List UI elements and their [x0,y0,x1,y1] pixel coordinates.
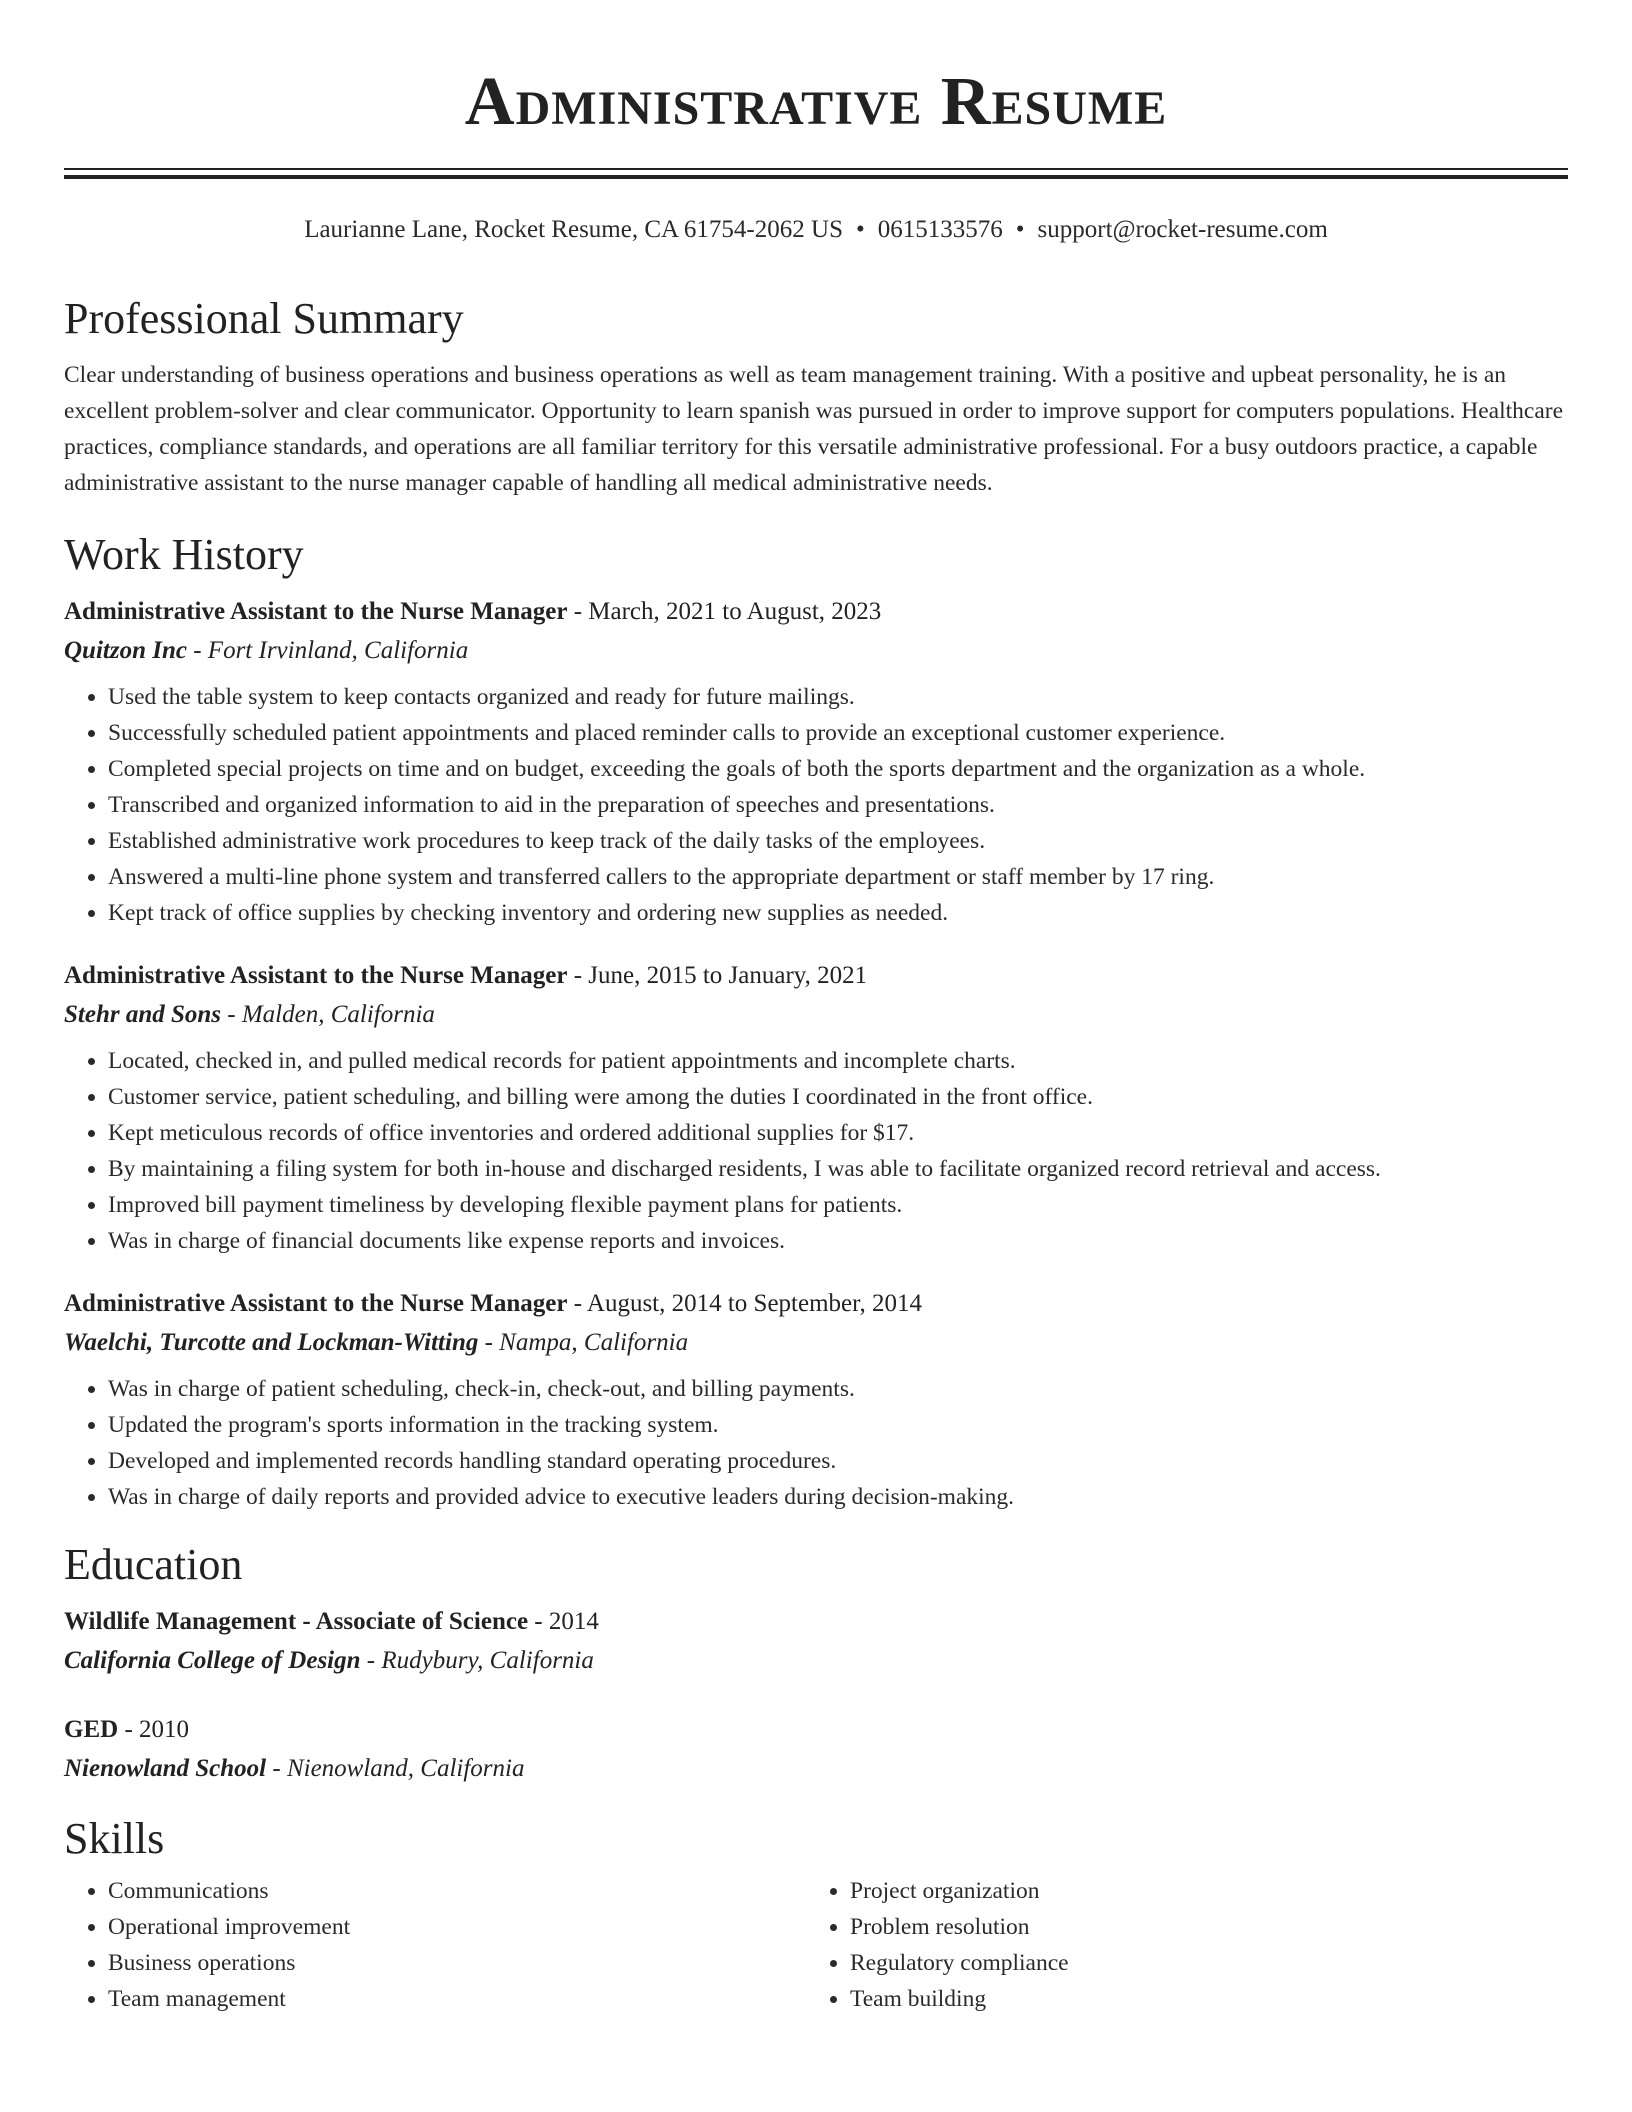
degree: GED [64,1716,119,1743]
job-entry [64,957,1568,1259]
work-history-section [64,527,1568,1515]
list-item: • Improved bill payment timeliness by developing flexible payment plans for patients. [108,1187,1568,1223]
skills-list [806,1873,1548,2017]
job-entry [64,593,1568,931]
degree-line [64,1711,1568,1749]
list-item: • Successfully scheduled patient appointments and placed reminder calls to provide an exceptional customer experience. [108,715,1568,751]
section-heading-work: Work History [64,530,304,579]
job-title-line [64,957,1568,995]
list-item: • By maintaining a filing system for both in-house and discharged residents, I was able to facilitate organized record retrieval and access. [108,1151,1568,1187]
list-item: • Updated the program's sports information in the tracking system. [108,1407,1568,1443]
job-title-line [64,593,1568,631]
skills-section [64,1811,1568,2017]
school-location: - Nienowland, California [266,1755,525,1782]
list-item: • Was in charge of financial documents like expense reports and invoices. [108,1223,1568,1259]
graduation-year: - 2010 [118,1716,190,1743]
skill-item: • Regulatory compliance [850,1945,1548,1981]
contact-email: support@rocket-resume.com [1037,216,1328,243]
job-entry [64,1285,1568,1515]
education-entry [64,1603,1568,1681]
job-location: - Fort Irvinland, California [186,637,469,664]
job-role: Administrative Assistant to the Nurse Manager [64,962,568,989]
contact-separator: • [1015,216,1025,243]
job-company: Quitzon Inc [64,637,187,664]
education-section [64,1537,1568,1789]
job-role: Administrative Assistant to the Nurse Manager [64,598,568,625]
contact-address: Laurianne Lane, Rocket Resume, CA 61754-2062 US [304,216,843,243]
skill-item: • Project organization [850,1873,1548,1909]
school-line [64,1749,1568,1789]
skills-column-left [64,1873,806,2017]
summary-section [64,291,1568,501]
job-duties-list [64,1043,1568,1259]
skills-list [64,1873,806,2017]
list-item: • Answered a multi-line phone system and transferred callers to the appropriate department or staff member by 17 ring. [108,859,1568,895]
list-item: • Kept track of office supplies by checking inventory and ordering new supplies as needed. [108,895,1568,931]
job-location: - Nampa, California [478,1329,689,1356]
school-name: California College of Design [64,1647,361,1674]
section-heading-education: Education [64,1540,243,1589]
skill-item: • Team management [108,1981,806,2017]
job-duties-list [64,679,1568,931]
skill-item: • Team building [850,1981,1548,2017]
job-company: Stehr and Sons [64,1001,222,1028]
list-item: • Completed special projects on time and on budget, exceeding the goals of both the sports department and the organization as a whole. [108,751,1568,787]
job-dates: - June, 2015 to January, 2021 [567,962,868,989]
skill-item: • Communications [108,1873,806,1909]
contact-separator: • [855,216,865,243]
list-item: • Was in charge of daily reports and provided advice to executive leaders during decision-making. [108,1479,1568,1515]
contact-line [64,213,1568,247]
job-company-line [64,631,1568,671]
skills-grid [64,1873,1568,2017]
section-heading-skills: Skills [64,1814,165,1863]
school-location: - Rudybury, California [360,1647,594,1674]
list-item: • Customer service, patient scheduling, and billing were among the duties I coordinated in the front office. [108,1079,1568,1115]
job-duties-list [64,1371,1568,1515]
list-item: • Kept meticulous records of office inventories and ordered additional supplies for $17. [108,1115,1568,1151]
title-divider [64,168,1568,179]
school-line [64,1641,1568,1681]
school-name: Nienowland School [64,1755,267,1782]
section-heading-summary: Professional Summary [64,294,464,343]
education-entry [64,1711,1568,1789]
job-role: Administrative Assistant to the Nurse Manager [64,1290,568,1317]
skills-column-right [806,1873,1548,2017]
skill-item: • Business operations [108,1945,806,1981]
skill-item: • Operational improvement [108,1909,806,1945]
list-item: • Established administrative work procedures to keep track of the daily tasks of the employees. [108,823,1568,859]
job-company-line [64,995,1568,1035]
job-dates: - March, 2021 to August, 2023 [567,598,882,625]
list-item: • Developed and implemented records handling standard operating procedures. [108,1443,1568,1479]
skill-item: • Problem resolution [850,1909,1548,1945]
job-title-line [64,1285,1568,1323]
summary-text: Clear understanding of business operations and business operations as well as team management training. With a positive and upbeat personality, he is an excellent problem-solver and clear communicator. Opportunity to learn spanish was pursued in order to improve support for computers populations. Healthcare practices, compliance standards, and operations are all familiar territory for this versatile administrative professional. For a busy outdoors practice, a capable administrative assistant to the nurse manager capable of handling all medical administrative needs. [64,362,1564,496]
list-item: • Located, checked in, and pulled medical records for patient appointments and incomplete charts. [108,1043,1568,1079]
resume-title: Administrative Resume [464,63,1168,139]
graduation-year: - 2014 [528,1608,599,1635]
job-location: - Malden, California [221,1001,435,1028]
degree: Wildlife Management - Associate of Science [64,1608,529,1635]
list-item: • Transcribed and organized information to aid in the preparation of speeches and presentations. [108,787,1568,823]
list-item: • Used the table system to keep contacts organized and ready for future mailings. [108,679,1568,715]
contact-phone: 0615133576 [877,216,1003,243]
job-company-line [64,1323,1568,1363]
job-company: Waelchi, Turcotte and Lockman-Witting [64,1329,479,1356]
list-item: • Was in charge of patient scheduling, check-in, check-out, and billing payments. [108,1371,1568,1407]
degree-line [64,1603,1568,1641]
job-dates: - August, 2014 to September, 2014 [567,1290,922,1317]
